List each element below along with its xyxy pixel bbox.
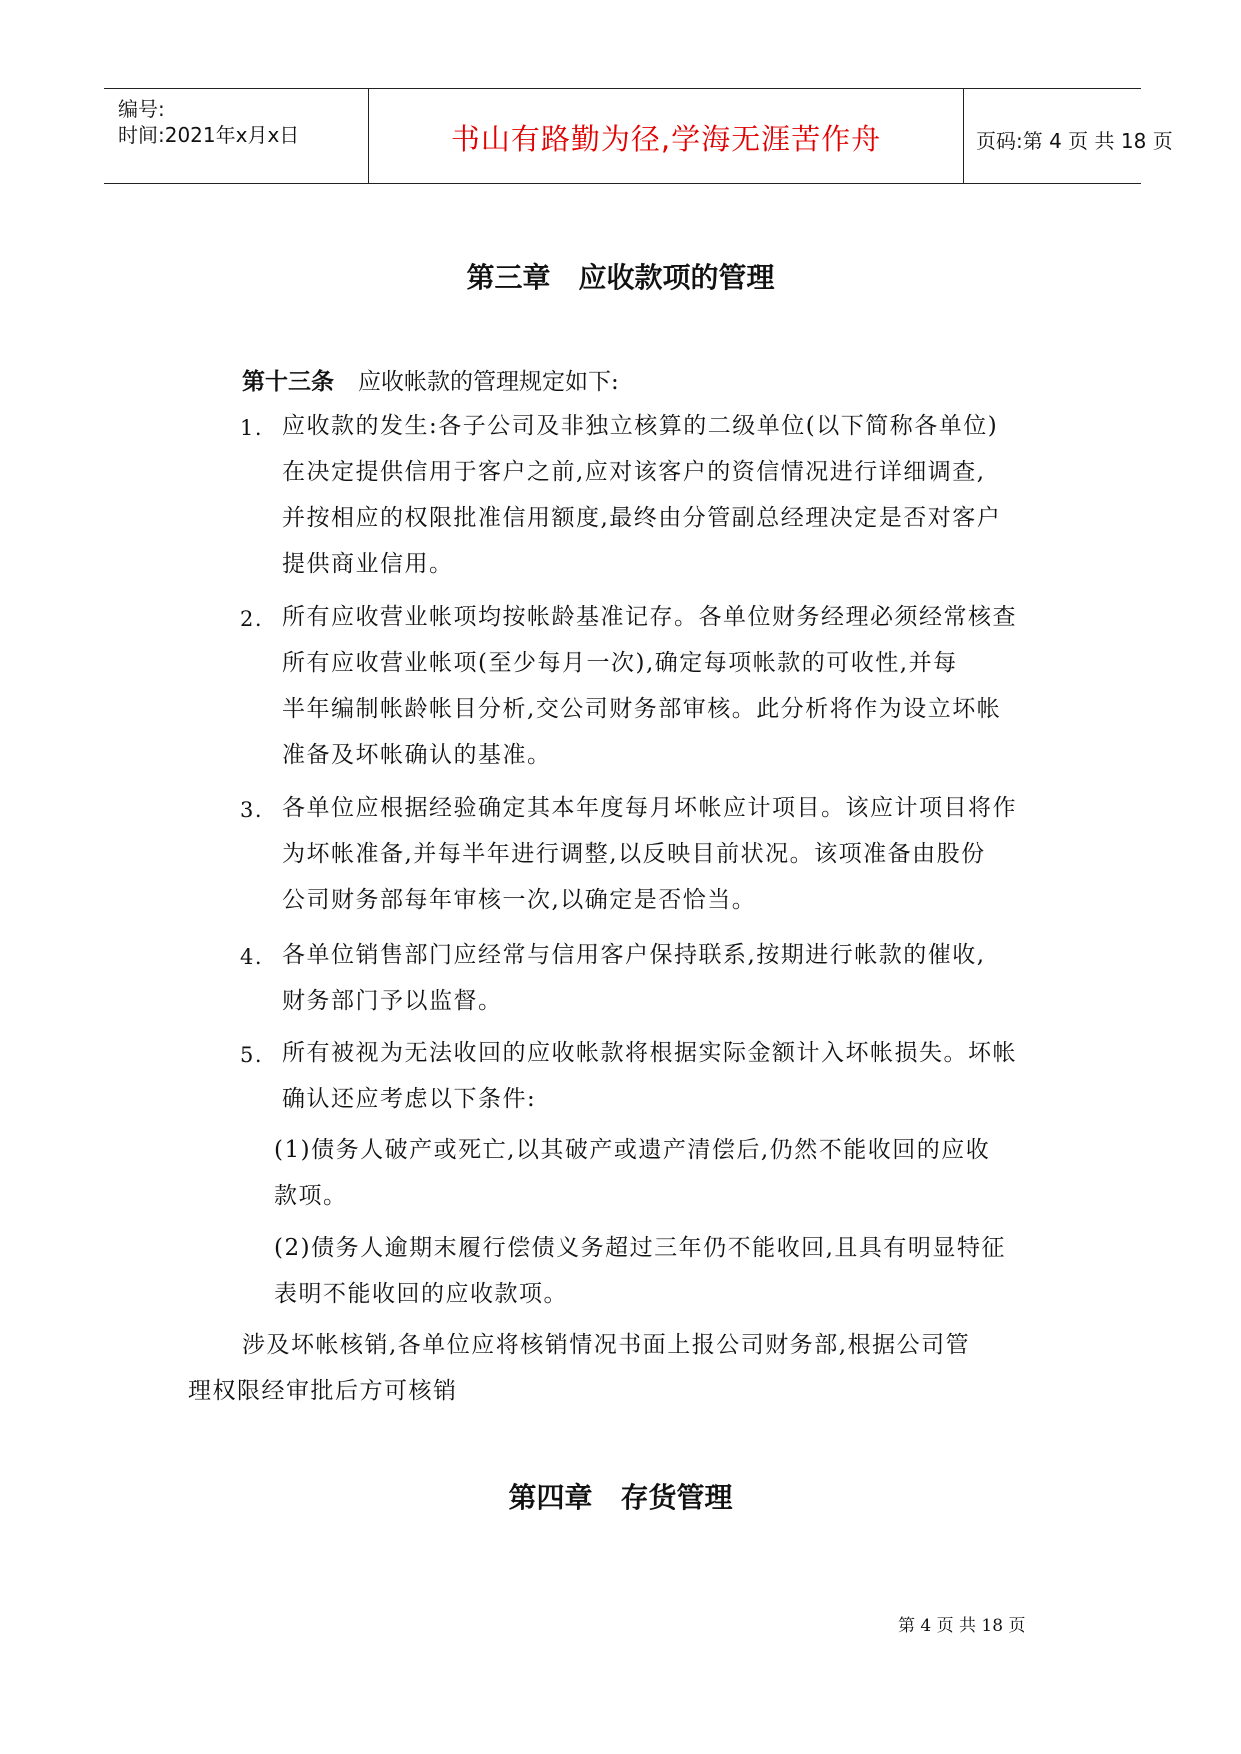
document-number-label: 编号: — [118, 97, 165, 121]
chapter-three-title: 应收款项的管理 — [578, 261, 775, 294]
list-item — [240, 403, 1001, 587]
list-item-line: 提供商业信用。 — [282, 551, 454, 577]
header-page-cell — [964, 89, 1173, 183]
list-item-number: 2. — [240, 607, 264, 631]
list-item-line: 所有应收营业帐项均按帐龄基准记存。各单位财务经理必须经常核查 — [282, 604, 1017, 630]
article-thirteen — [242, 363, 619, 396]
condition-item — [274, 1225, 1006, 1317]
list-item — [240, 932, 986, 1024]
condition-item — [274, 1127, 990, 1219]
list-item-line: 各单位销售部门应经常与信用客户保持联系,按期进行帐款的催收, — [282, 942, 986, 968]
chapter-four-heading — [0, 1476, 1241, 1516]
page-footer: 第 4 页 共 18 页 — [898, 1616, 1026, 1636]
condition-line: 款项。 — [274, 1183, 348, 1209]
list-item-line: 应收款的发生:各子公司及非独立核算的二级单位(以下简称各单位) — [282, 413, 999, 439]
list-item-line: 公司财务部每年审核一次,以确定是否恰当。 — [282, 887, 757, 913]
list-item — [240, 785, 1017, 923]
chapter-three-heading — [0, 256, 1241, 296]
list-item-number: 1. — [240, 416, 264, 440]
condition-line: (1)债务人破产或死亡,以其破产或遗产清偿后,仍然不能收回的应收 — [274, 1137, 991, 1163]
header-left-cell — [104, 89, 369, 183]
list-item-number: 5. — [240, 1043, 264, 1067]
document-time-label: 时间:2021年x月x日 — [118, 123, 300, 147]
list-item-line: 为坏帐准备,并每半年进行调整,以反映目前状况。该项准备由股份 — [282, 841, 986, 867]
closing-line: 涉及坏帐核销,各单位应将核销情况书面上报公司财务部,根据公司管 — [242, 1332, 971, 1358]
list-item-line: 并按相应的权限批准信用额度,最终由分管副总经理决定是否对客户 — [282, 505, 1002, 531]
list-item-line: 准备及坏帐确认的基准。 — [282, 742, 552, 768]
chapter-four-number: 第四章 — [508, 1481, 593, 1514]
condition-line: 表明不能收回的应收款项。 — [274, 1281, 568, 1307]
article-label: 第十三条 — [242, 369, 334, 395]
closing-paragraph — [188, 1322, 970, 1414]
list-item — [240, 1030, 1017, 1122]
condition-line: (2)债务人逾期末履行偿债义务超过三年仍不能收回,且具有明显特征 — [274, 1235, 1006, 1261]
list-item — [240, 594, 1017, 778]
header-motto: 书山有路勤为径,学海无涯苦作舟 — [450, 122, 882, 156]
list-item-number: 3. — [240, 798, 264, 822]
list-item-number: 4. — [240, 945, 264, 969]
list-item-line: 所有被视为无法收回的应收帐款将根据实际金额计入坏帐损失。坏帐 — [282, 1040, 1017, 1066]
header-motto-cell — [369, 89, 964, 183]
closing-line: 理权限经审批后方可核销 — [188, 1378, 458, 1404]
chapter-four-title: 存货管理 — [620, 1481, 733, 1514]
page-header — [104, 88, 1173, 184]
list-item-line: 各单位应根据经验确定其本年度每月坏帐应计项目。该应计项目将作 — [282, 795, 1017, 821]
list-item-line: 所有应收营业帐项(至少每月一次),确定每项帐款的可收性,并每 — [282, 650, 958, 676]
header-page-number: 页码:第 4 页 共 18 页 — [976, 129, 1173, 153]
list-item-line: 确认还应考虑以下条件: — [282, 1086, 537, 1112]
chapter-three-number: 第三章 — [466, 261, 551, 294]
article-text: 应收帐款的管理规定如下: — [358, 369, 619, 395]
list-item-line: 财务部门予以监督。 — [282, 988, 503, 1014]
list-item-line: 半年编制帐龄帐目分析,交公司财务部审核。此分析将作为设立坏帐 — [282, 696, 1002, 722]
list-item-line: 在决定提供信用于客户之前,应对该客户的资信情况进行详细调查, — [282, 459, 986, 485]
